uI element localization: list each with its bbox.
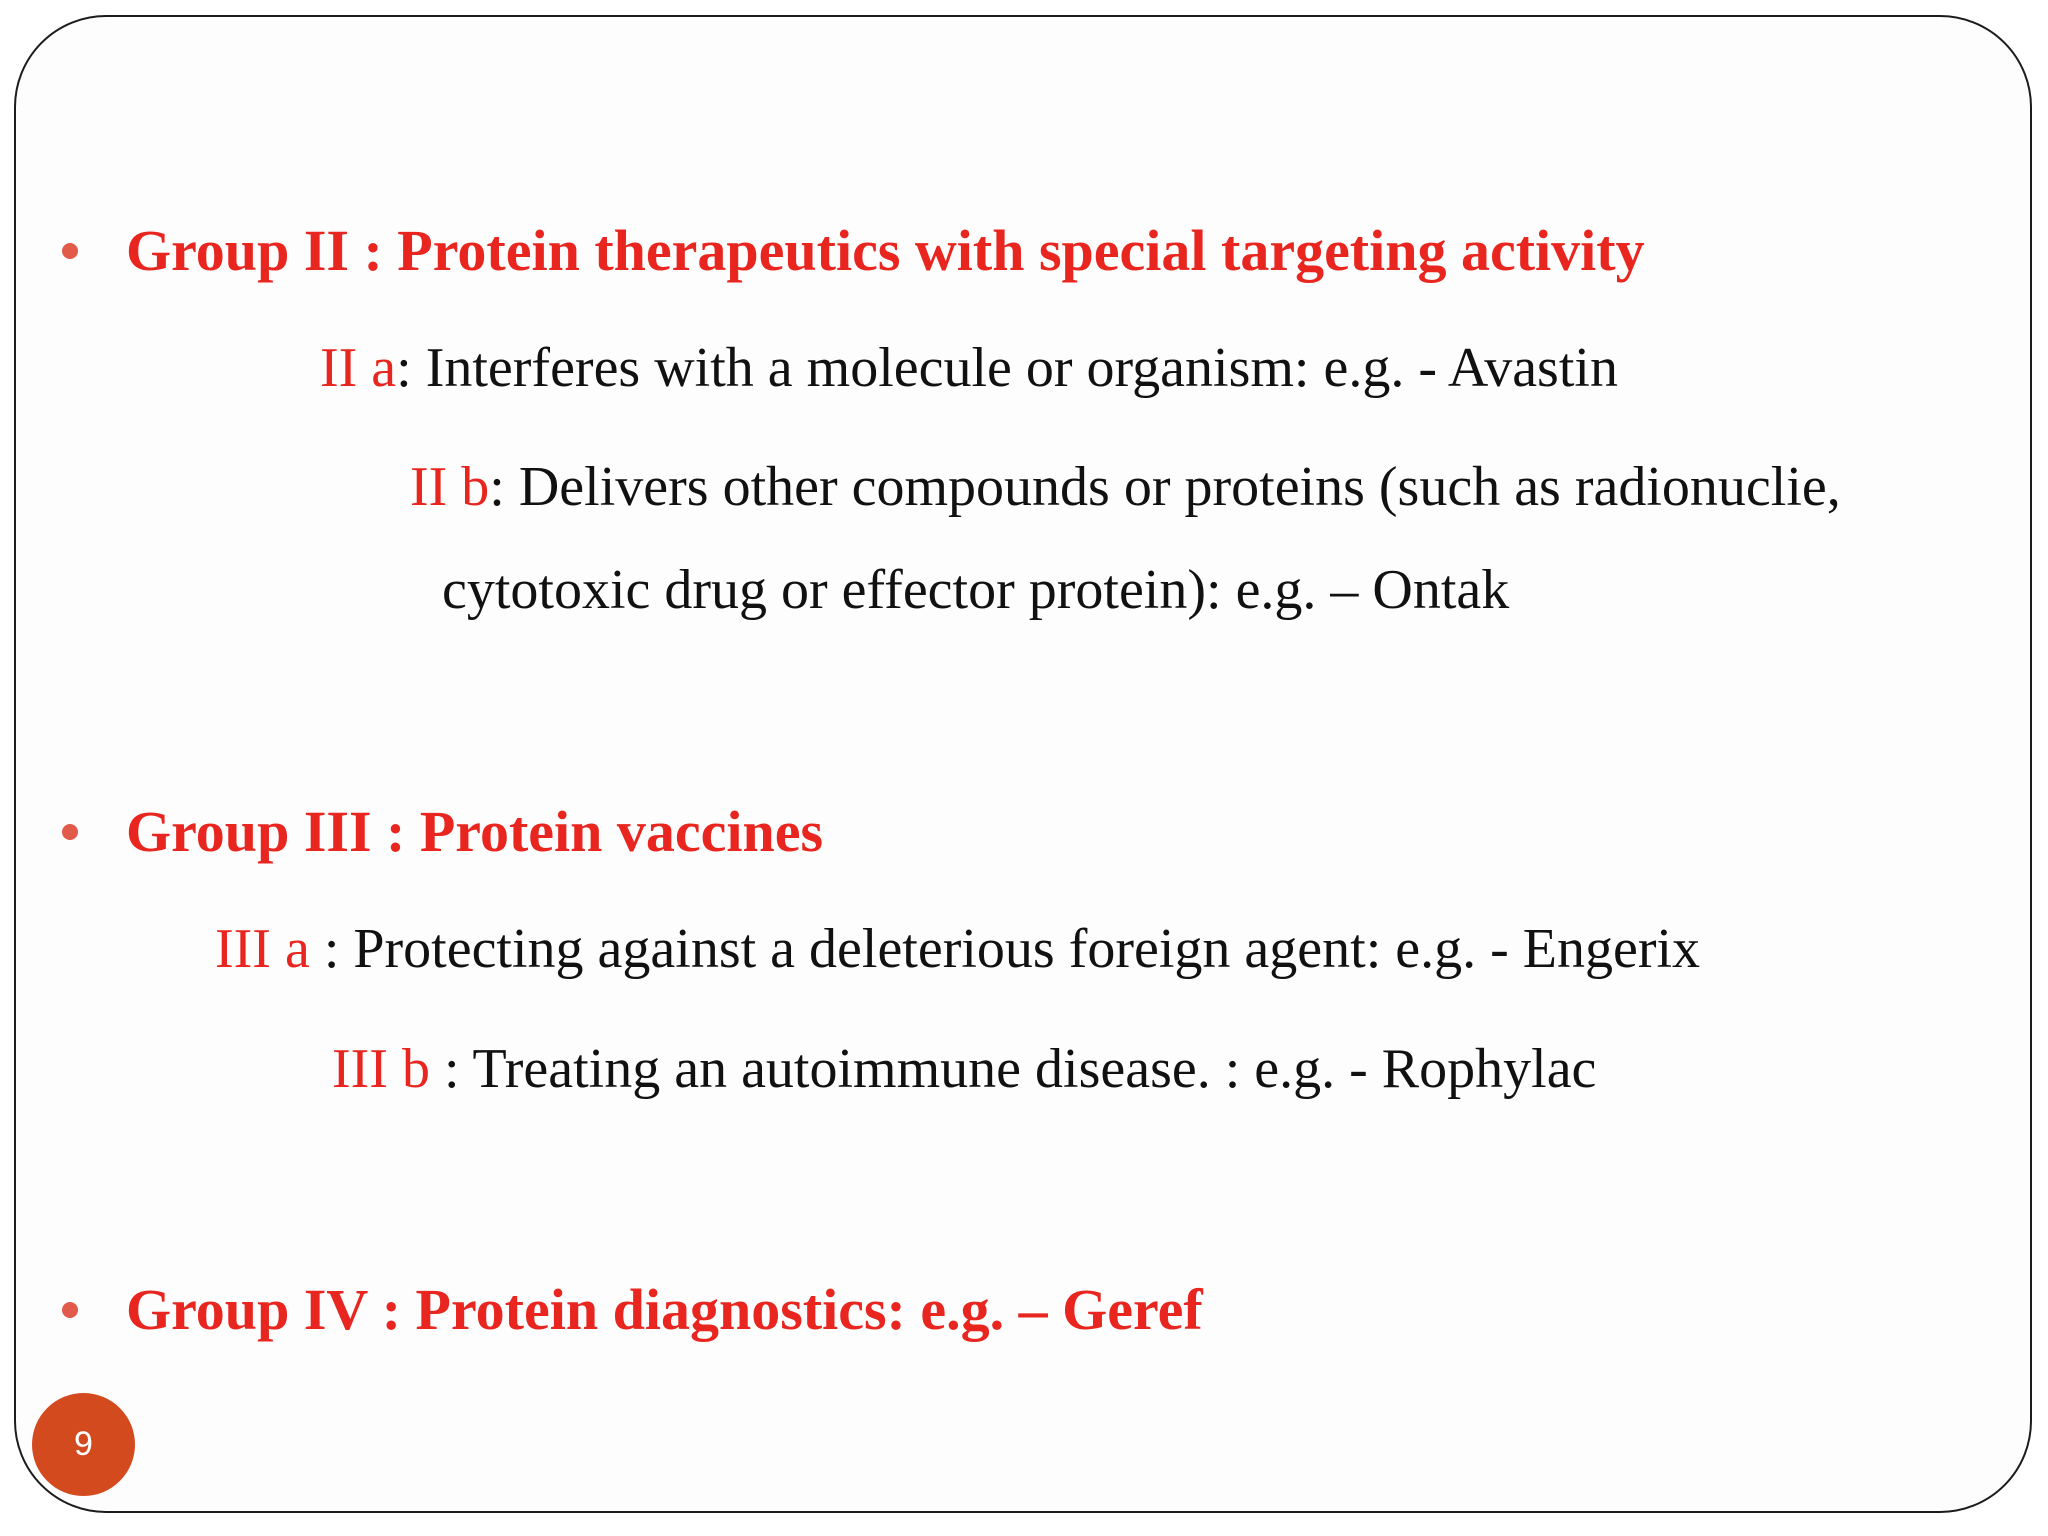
group-2b-line (410, 455, 1841, 519)
group-3a-text: : Protecting against a deleterious foreign agent: e.g. - Engerix (309, 918, 1701, 980)
bullet-icon (62, 824, 78, 840)
group-2-bullet-item (62, 217, 1645, 284)
group-3a-code: III a (215, 918, 310, 980)
group-4-bullet-item (62, 1276, 1203, 1343)
group-2b-code: II b (410, 456, 490, 518)
group-3b-text: : Treating an autoimmune disease. : e.g. - Rophylac (429, 1038, 1597, 1100)
group-2b-continuation: cytotoxic drug or effector protein): e.g. – Ontak (442, 559, 1510, 621)
group-2-heading: Group II : Protein therapeutics with special targeting activity (126, 218, 1645, 283)
group-2a-line (320, 336, 1618, 400)
bullet-icon (62, 1302, 78, 1318)
group-3-bullet-item (62, 798, 823, 865)
group-3a-line (215, 917, 1700, 981)
group-2a-text: : Interferes with a molecule or organism: e.g. - Avastin (396, 337, 1618, 399)
group-3-heading: Group III : Protein vaccines (126, 799, 824, 864)
group-4-heading: Group IV : Protein diagnostics: e.g. – Geref (126, 1277, 1203, 1342)
page-number-badge: 9 (32, 1393, 135, 1496)
group-2a-code: II a (320, 337, 397, 399)
bullet-icon (62, 243, 78, 259)
group-3b-code: III b (332, 1038, 430, 1100)
group-3b-line (332, 1037, 1596, 1101)
group-2b-text: : Delivers other compounds or proteins (such as radionuclie, (489, 456, 1841, 518)
